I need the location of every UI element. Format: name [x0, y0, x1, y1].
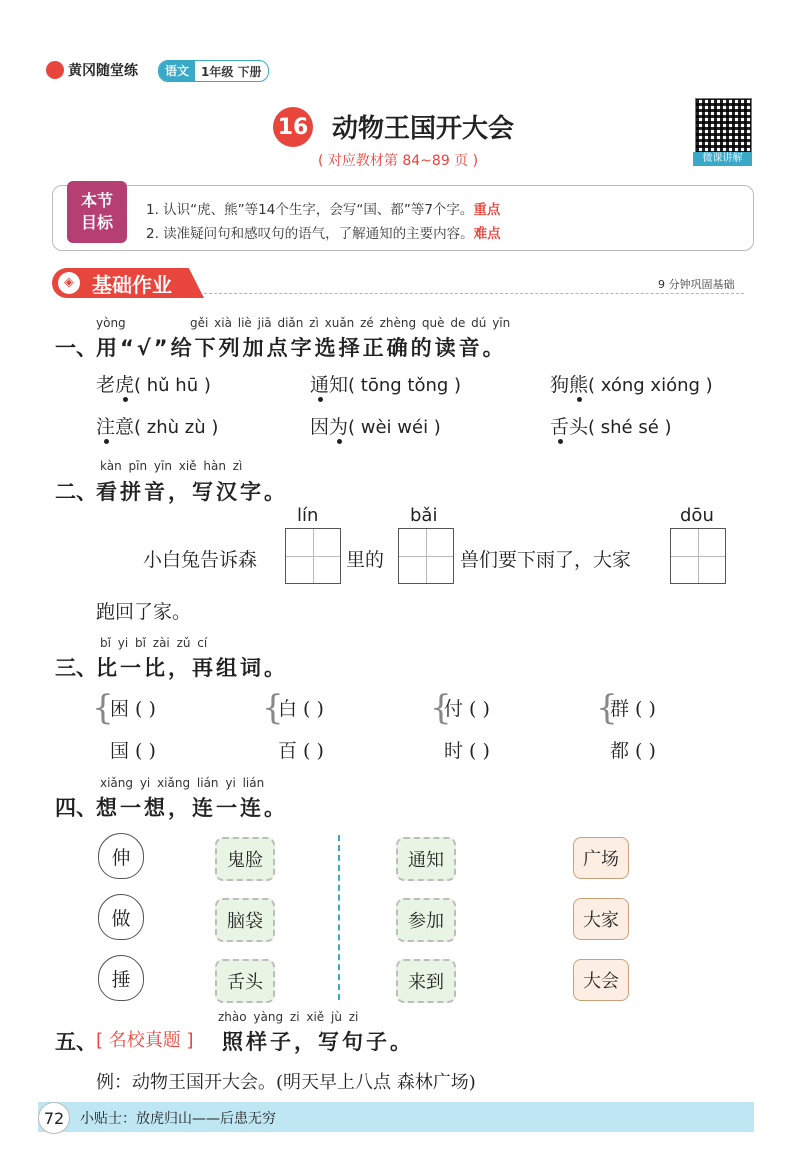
objective-item [146, 222, 501, 242]
q3-char-b: 国 ( ) [110, 740, 156, 762]
sheep-verb-card[interactable]: 捶 [98, 955, 144, 1001]
noun-card[interactable]: 舌头 [215, 959, 275, 1003]
objectives-tag-line2: 目标 [80, 213, 113, 232]
q2-text-1: 小白兔告诉森 [143, 549, 258, 571]
q1-item [310, 412, 441, 439]
q1-pinyin-2: gěi xià liè jiā diǎn zì xuǎn zé zhèng què de dú yīn [190, 316, 511, 330]
lesson-reference: ( 对应教材第 84~89 页 ) [318, 153, 479, 169]
objective-text: 1. 认识“虎、熊”等14个生字，会写“国、都”等7个字。 [146, 202, 474, 218]
q3-char-a: 付 ( ) [444, 698, 490, 720]
grade-label: 1年级 下册 [201, 64, 262, 79]
objective-item [146, 198, 500, 218]
lesson-title: 动物王国开大会 [332, 114, 515, 144]
emphasis-dot [558, 439, 563, 444]
objective-mark: 难点 [473, 226, 501, 242]
brace-icon: { [92, 688, 114, 728]
emphasis-dot [104, 439, 109, 444]
brace-icon: { [430, 688, 452, 728]
q3-title: 比一比，再组词。 [96, 656, 288, 680]
q3-char-b: 时 ( ) [444, 740, 490, 762]
verb-card[interactable]: 参加 [396, 898, 456, 942]
noun-card[interactable]: 鬼脸 [215, 837, 275, 881]
q1-word: 注意 [96, 416, 135, 438]
writing-grid-dou[interactable] [670, 528, 726, 584]
q1-item [310, 370, 461, 397]
place-card[interactable]: 大会 [573, 959, 629, 1001]
q2-pinyin: kàn pīn yīn xiě hàn zì [100, 459, 243, 473]
writing-grid-lin[interactable] [285, 528, 341, 584]
q2-text-2: 里的 [346, 549, 385, 571]
column-divider [338, 835, 340, 1000]
q1-item [550, 370, 713, 397]
q2-pinyin-bai: bǎi [410, 505, 438, 526]
q2-pinyin-lin: lín [297, 505, 319, 526]
q1-options: ( hǔ hū ) [134, 375, 211, 396]
q1-options: ( zhù zù ) [134, 417, 219, 438]
sheep-verb-card[interactable]: 做 [98, 894, 144, 940]
noun-card[interactable]: 脑袋 [215, 898, 275, 942]
sheep-verb-card[interactable]: 伸 [98, 833, 144, 879]
objective-text: 2. 读准疑问句和感叹句的语气，了解通知的主要内容。 [146, 226, 474, 242]
q1-word: 老虎 [96, 374, 135, 396]
q4-number: 四、 [55, 796, 97, 820]
q1-item [96, 370, 211, 397]
q1-options: ( shé sé ) [588, 417, 672, 438]
q1-options: ( wèi wéi ) [348, 417, 441, 438]
q1-title: 用“√”给下列加点字选择正确的读音。 [96, 336, 507, 360]
q4-pinyin: xiǎng yi xiǎng lián yi lián [100, 776, 265, 790]
section-divider [204, 293, 744, 294]
q1-word: 舌头 [550, 416, 589, 438]
q5-example: 例：动物王国开大会。(明天早上八点 森林广场) [96, 1072, 476, 1093]
place-card[interactable]: 大家 [573, 898, 629, 940]
subject-label: 语文 [159, 61, 195, 81]
subject-pill [158, 60, 269, 82]
q3-char-a: 困 ( ) [110, 698, 156, 720]
q5-tag: [ 名校真题 ] [96, 1030, 194, 1051]
qr-code-icon[interactable] [695, 98, 752, 155]
brace-icon: { [262, 688, 284, 728]
page-number: 72 [38, 1102, 70, 1134]
brand-name: 黄冈随堂练 [68, 63, 138, 79]
brace-icon: { [596, 688, 618, 728]
q3-char-b: 百 ( ) [278, 740, 324, 762]
objectives-tag [67, 181, 127, 243]
q1-options: ( xóng xióng ) [588, 375, 713, 396]
q2-pinyin-dou: dōu [680, 505, 714, 526]
writing-grid-bai[interactable] [398, 528, 454, 584]
q5-pinyin: zhào yàng zi xiě jù zi [218, 1010, 359, 1024]
q3-number: 三、 [55, 656, 97, 680]
verb-card[interactable]: 来到 [396, 959, 456, 1003]
emphasis-dot [123, 397, 128, 402]
lesson-number: 16 [273, 107, 313, 147]
q3-char-b: 都 ( ) [610, 740, 656, 762]
emphasis-dot [337, 439, 342, 444]
q1-word: 通知 [310, 374, 349, 396]
q2-number: 二、 [55, 480, 97, 504]
place-card[interactable]: 广场 [573, 837, 629, 879]
q1-item [96, 412, 218, 439]
verb-card[interactable]: 通知 [396, 837, 456, 881]
emphasis-dot [577, 397, 582, 402]
q1-number: 一、 [55, 336, 97, 360]
q2-text-3: 兽们要下雨了，大家 [460, 549, 632, 571]
q3-char-a: 群 ( ) [610, 698, 656, 720]
objective-mark: 重点 [473, 202, 501, 218]
objectives-tag-line1: 本节 [80, 191, 113, 210]
section-title: 基础作业 [92, 273, 172, 297]
q5-number: 五、 [55, 1030, 97, 1054]
footer-tip: 小贴士：放虎归山——后患无穷 [80, 1111, 276, 1127]
cube-icon: ◈ [58, 272, 80, 294]
q1-word: 因为 [310, 416, 349, 438]
qr-label: 微课讲解 [693, 152, 752, 166]
brand-logo [46, 60, 138, 80]
q2-text-4: 跑回了家。 [96, 601, 192, 623]
q3-pinyin: bǐ yi bǐ zài zǔ cí [100, 636, 208, 650]
section-side-note: 9 分钟巩固基础 [658, 278, 735, 291]
q3-char-a: 白 ( ) [278, 698, 324, 720]
q1-pinyin-1: yòng [96, 316, 126, 330]
q1-word: 狗熊 [550, 374, 589, 396]
emphasis-dot [318, 397, 323, 402]
q2-title: 看拼音，写汉字。 [96, 480, 288, 504]
q1-item [550, 412, 672, 439]
brand-icon [46, 61, 64, 79]
q4-title: 想一想，连一连。 [96, 796, 288, 820]
q5-title: 照样子，写句子。 [222, 1030, 414, 1054]
q1-options: ( tōng tǒng ) [348, 375, 462, 396]
